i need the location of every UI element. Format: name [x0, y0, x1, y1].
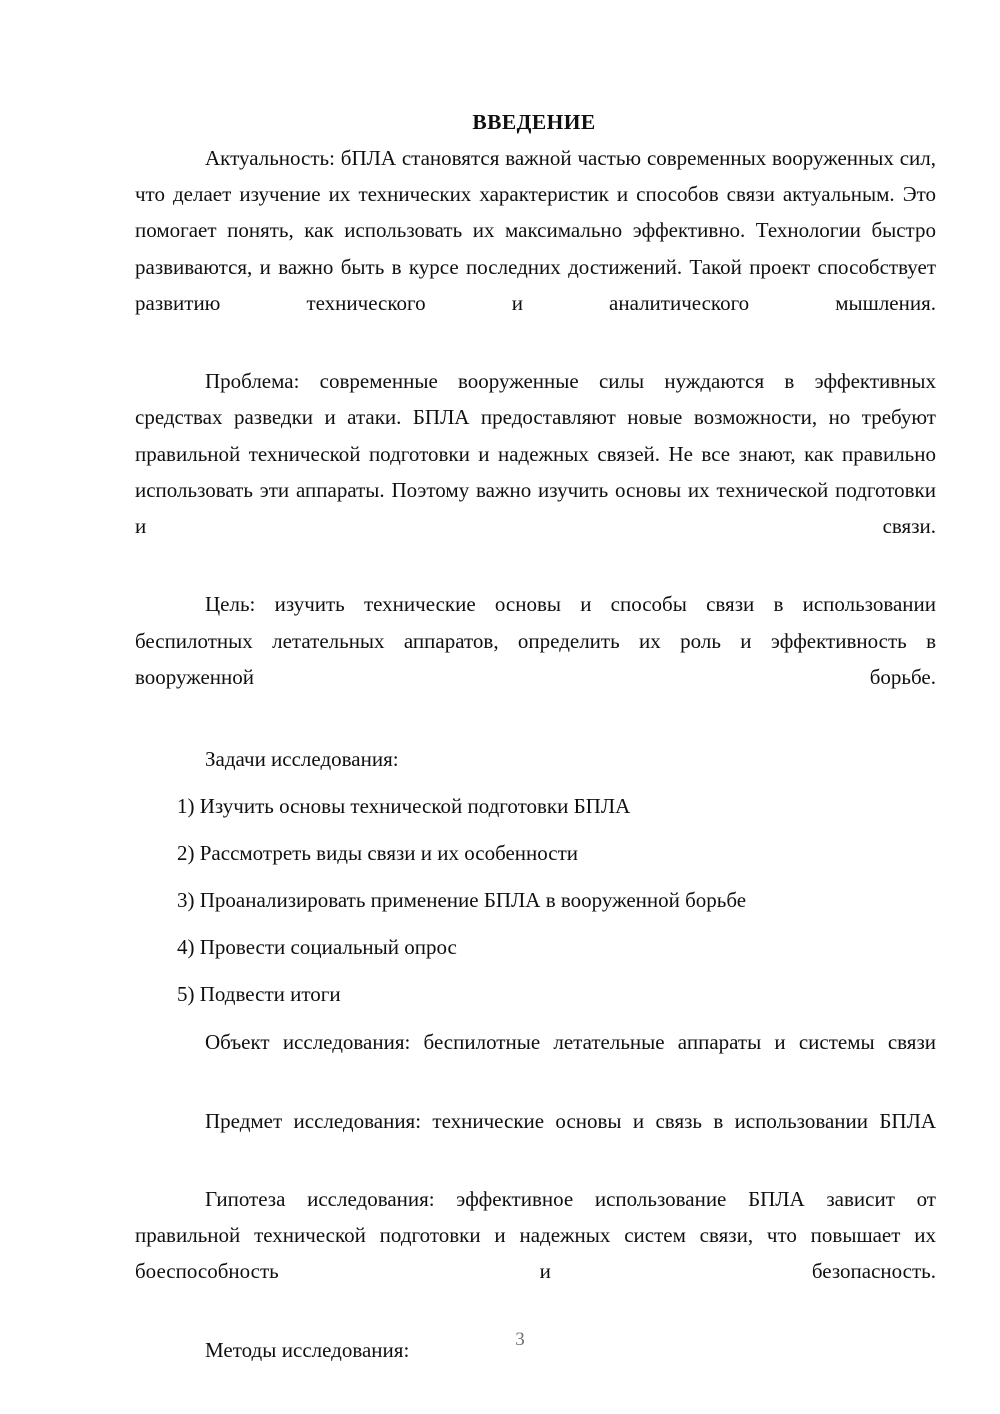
paragraph-relevance: Актуальность: бПЛА становятся важной частью современных вооруженных сил, что делает изучение их технических характеристик и способов связи актуальным. Это помогает понять, как использовать их максимально эффективно. Технологии быстро развиваются, и важно быть в курсе последних достижений. Такой проект способствует развитию технического и аналитического мышления. — [135, 146, 936, 315]
tasks-list — [135, 788, 936, 1012]
paragraph-spacer — [135, 731, 936, 741]
paragraph-spacer — [135, 1012, 936, 1024]
page-title: ВВЕДЕНИЕ — [472, 110, 596, 135]
paragraph-hypothesis: Гипотеза исследования: эффективное использование БПЛА зависит от правильной технической подготовки и надежных систем связи, что повышает их боеспособность и безопасность. — [135, 1187, 936, 1284]
paragraph-problem: Проблема: современные вооруженные силы нуждаются в эффективных средствах разведки и атаки. БПЛА предоставляют новые возможности, но требуют правильной технической подготовки и надежных связей. Не все знают, как правильно использовать эти аппараты. Поэтому важно изучить основы их технической подготовки и связи. — [135, 369, 936, 539]
paragraph-object: Объект исследования: беспилотные летательные аппараты и системы связи — [205, 1030, 936, 1055]
document-body — [135, 140, 936, 1368]
paragraph-subject: Предмет исследования: технические основы и связь в использовании БПЛА — [205, 1108, 936, 1133]
list-item: 4) Провести социальный опрос — [177, 935, 457, 960]
paragraph-goal: Цель: изучить технические основы и способы связи в использовании беспилотных летательных аппаратов, определить их роль и эффективность в вооруженной борьбе. — [135, 592, 936, 689]
paragraph-methods: Методы исследования: — [205, 1337, 410, 1362]
list-item: 5) Подвести итоги — [177, 982, 341, 1007]
page-number: 3 — [515, 1329, 525, 1350]
list-item: 3) Проанализировать применение БПЛА в вооруженной борьбе — [177, 888, 747, 913]
list-item: 1) Изучить основы технической подготовки БПЛА — [177, 794, 631, 819]
list-item: 2) Рассмотреть виды связи и их особенности — [177, 841, 579, 866]
tasks-label: Задачи исследования: — [205, 747, 399, 772]
